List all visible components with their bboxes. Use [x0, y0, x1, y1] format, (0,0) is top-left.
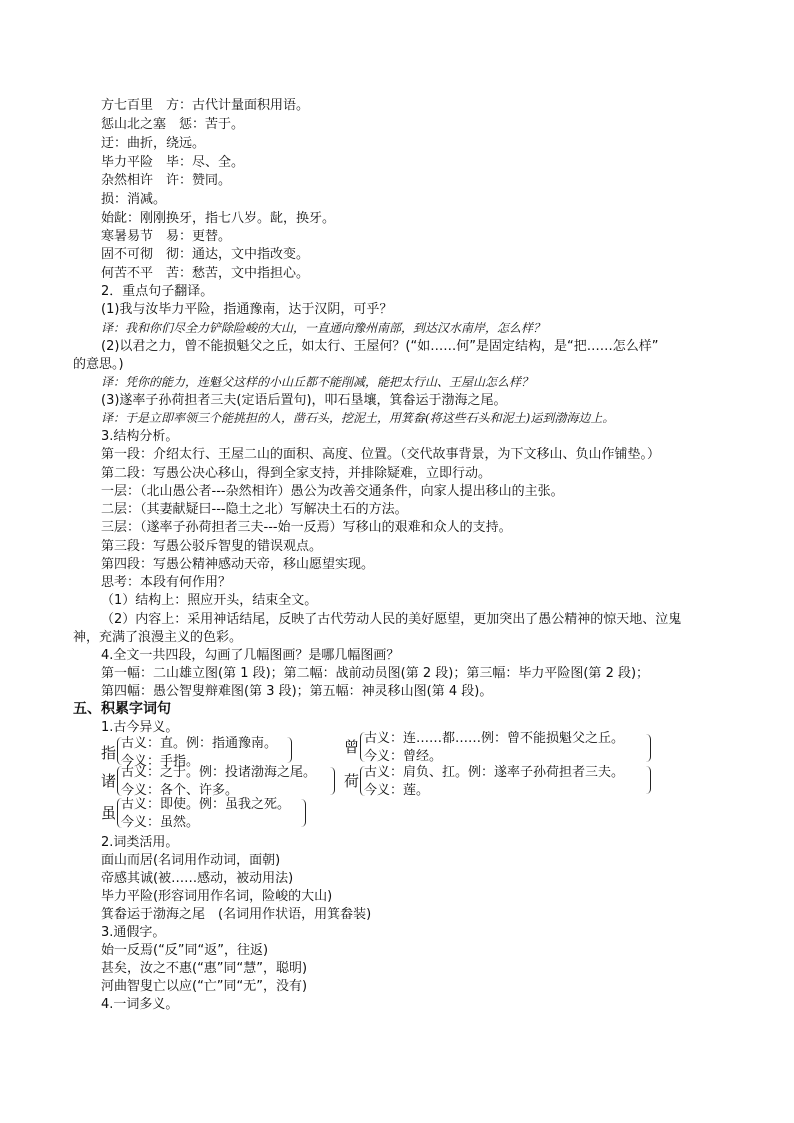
note-line: 惩山北之塞 惩：苦于。: [101, 117, 245, 132]
sentence-line: 的意思。): [73, 357, 124, 372]
note-line: 损：消减。: [101, 192, 167, 207]
right-brace: [287, 737, 292, 763]
structure-line: 三层：（遂率子孙荷担者三夫---始一反焉）写移山的艰难和众人的支持。: [101, 520, 512, 535]
modern-meaning: 今义：莲。: [364, 783, 430, 798]
structure-line: 思考：本段有何作用？: [101, 575, 232, 590]
structure-line: 第三段：写愚公驳斥智叟的错误观点。: [101, 539, 323, 554]
structure-line: （2）内容上：采用神话结尾，反映了古代劳动人民的美好愿望，更加突出了愚公精神的惊天地、泣鬼: [101, 612, 682, 627]
usage-line: 甚矣，汝之不惠(“惠”同“慧”，聪明): [101, 961, 308, 976]
section-subheading: 4.一词多义。: [101, 997, 179, 1012]
right-brace: [646, 734, 651, 762]
word-char: 指: [101, 744, 117, 762]
section-subheading: 3.通假字。: [101, 925, 166, 940]
structure-line: 神，充满了浪漫主义的色彩。: [73, 630, 243, 645]
note-line: 方七百里 方：古代计量面积用语。: [101, 98, 310, 113]
section-subheading: 2．重点句子翻译。: [101, 284, 214, 299]
usage-line: 河曲智叟亡以应(“亡”同“无”，没有): [101, 979, 308, 994]
modern-meaning: 今义：曾经。: [364, 749, 443, 764]
word-char: 虽: [101, 804, 117, 822]
note-line: 毕力平险 毕：尽、全。: [101, 155, 245, 170]
modern-meaning: 今义：虽然。: [121, 815, 200, 830]
sentence-line: (2)以君之力，曾不能损魁父之丘，如太行、王屋何？(“如……何”是固定结构，是“把……怎么样”: [101, 339, 659, 354]
note-line: 寒暑易节 易：更替。: [101, 229, 232, 244]
section-subheading: 3.结构分析。: [101, 429, 179, 444]
section-subheading: 2.词类活用。: [101, 835, 179, 850]
structure-line: 4.全文一共四段，勾画了几幅图画？是哪几幅图画？: [101, 648, 400, 663]
ancient-meaning: 古义：连……都……例：曾不能损魁父之丘。: [364, 731, 625, 746]
usage-line: 面山而居(名词用作动词，面朝): [101, 853, 281, 868]
structure-line: （1）结构上：照应开头，结束全文。: [101, 593, 318, 608]
sentence-line: (1)我与汝毕力平险，指通豫南，达于汉阴，可乎？: [101, 302, 393, 317]
translation-line: 译：我和你们尽全力铲除险峻的大山，一直通向豫州南部，到达汉水南岸，怎么样？: [101, 321, 546, 335]
note-line: 始龀：刚刚换牙，指七八岁。龀，换牙。: [101, 211, 336, 226]
ancient-meaning: 古义：之于。例：投诸渤海之尾。: [121, 765, 317, 780]
section-subheading: 1.古今异义。: [101, 720, 179, 735]
structure-line: 第二段：写愚公决心移山，得到全家支持，并排除疑难，立即行动。: [101, 466, 492, 481]
note-line: 迂：曲折，绕远。: [101, 136, 206, 151]
note-line: 杂然相许 许：赞同。: [101, 173, 232, 188]
ancient-meaning: 古义：肩负、扛。例：遂率子孙荷担者三夫。: [364, 765, 625, 780]
structure-line: 一层：（北山愚公者---杂然相许）愚公为改善交通条件，向家人提出移山的主张。: [101, 484, 564, 499]
right-brace: [646, 766, 651, 794]
word-char: 曾: [344, 738, 360, 756]
structure-line: 第一幅：二山雄立图(第 1 段)；第二幅：战前动员图(第 2 段)；第三幅：毕力平险图(第 2 段)；: [101, 666, 650, 681]
modern-meaning: 今义：手指。: [121, 754, 200, 769]
structure-line: 第四段：写愚公精神感动天帝，移山愿望实现。: [101, 557, 375, 572]
note-line: 固不可彻 彻：通达，文中指改变。: [101, 247, 310, 262]
ancient-meaning: 古义：直。例：指通豫南。: [121, 736, 278, 751]
translation-line: 译：于是立即率领三个能挑担的人，凿石头，挖泥土，用箕畚(将这些石头和泥土)运到渤海边上。: [101, 411, 615, 425]
usage-line: 毕力平险(形容词用作名词，险峻的大山): [101, 889, 333, 904]
structure-line: 第一段：介绍太行、王屋二山的面积、高度、位置。（交代故事背景，为下文移山、负山作铺垫。）: [101, 447, 661, 462]
right-brace: [330, 767, 335, 795]
word-char: 荷: [344, 772, 360, 790]
usage-line: 帝感其诚(被……感动，被动用法): [101, 871, 294, 886]
structure-line: 第四幅：愚公智叟辩难图(第 3 段)；第五幅：神灵移山图(第 4 段)。: [101, 684, 493, 699]
right-brace: [301, 799, 306, 827]
usage-line: 始一反焉(“反”同“返”，往返): [101, 943, 269, 958]
section-heading: 五、积累字词句: [73, 701, 171, 717]
modern-meaning: 今义：各个、许多。: [121, 783, 239, 798]
sentence-line: (3)遂率子孙荷担者三夫(定语后置句)，叩石垦壤，箕畚运于渤海之尾。: [101, 393, 507, 408]
note-line: 何苦不平 苦：愁苦，文中指担心。: [101, 266, 310, 281]
ancient-meaning: 古义：即使。例：虽我之死。: [121, 797, 291, 812]
translation-line: 译：凭你的能力，连魁父这样的小山丘都不能削减，能把太行山、王屋山怎么样？: [101, 375, 534, 389]
usage-line: 箕畚运于渤海之尾 (名词用作状语，用箕畚装): [101, 907, 372, 922]
word-char: 诸: [101, 772, 117, 790]
structure-line: 二层：（其妻献疑曰---隐土之北）写解决土石的方法。: [101, 502, 408, 517]
